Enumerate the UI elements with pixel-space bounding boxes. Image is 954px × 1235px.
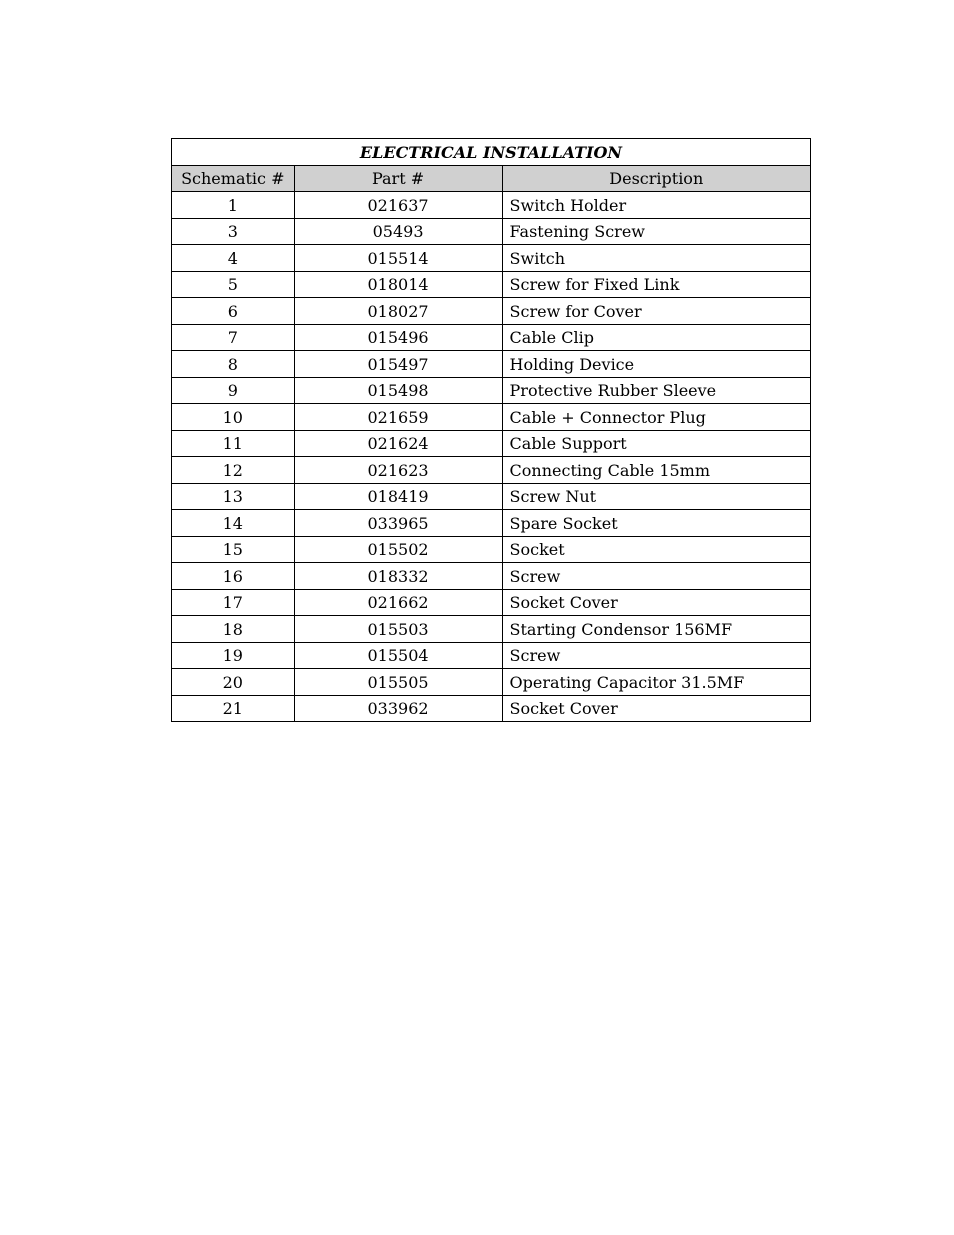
part-number-cell: 018332 — [294, 563, 502, 590]
table-row — [172, 695, 811, 722]
description-cell: Screw for Fixed Link — [502, 271, 810, 298]
table-row — [172, 404, 811, 431]
table-row — [172, 563, 811, 590]
schematic-number-cell: 21 — [172, 695, 295, 722]
description-cell: Cable + Connector Plug — [502, 404, 810, 431]
part-number-cell: 018014 — [294, 271, 502, 298]
description-cell: Spare Socket — [502, 510, 810, 537]
table-row — [172, 245, 811, 272]
table-row — [172, 218, 811, 245]
schematic-number-cell: 8 — [172, 351, 295, 378]
table-row — [172, 616, 811, 643]
description-cell: Cable Clip — [502, 324, 810, 351]
schematic-number-cell: 7 — [172, 324, 295, 351]
part-number-cell: 021637 — [294, 192, 502, 219]
description-cell: Screw for Cover — [502, 298, 810, 325]
table-row — [172, 192, 811, 219]
schematic-number-cell: 10 — [172, 404, 295, 431]
description-cell: Screw — [502, 642, 810, 669]
schematic-number-cell: 3 — [172, 218, 295, 245]
title-row — [172, 139, 811, 166]
column-header-description: Description — [502, 165, 810, 192]
description-cell: Switch — [502, 245, 810, 272]
part-number-cell: 021623 — [294, 457, 502, 484]
description-cell: Starting Condensor 156MF — [502, 616, 810, 643]
description-cell: Fastening Screw — [502, 218, 810, 245]
part-number-cell: 015503 — [294, 616, 502, 643]
part-number-cell: 015497 — [294, 351, 502, 378]
description-cell: Screw Nut — [502, 483, 810, 510]
table-row — [172, 430, 811, 457]
table-row — [172, 642, 811, 669]
table-body — [172, 192, 811, 722]
schematic-number-cell: 19 — [172, 642, 295, 669]
part-number-cell: 015498 — [294, 377, 502, 404]
part-number-cell: 015504 — [294, 642, 502, 669]
schematic-number-cell: 20 — [172, 669, 295, 696]
part-number-cell: 021662 — [294, 589, 502, 616]
schematic-number-cell: 16 — [172, 563, 295, 590]
table-row — [172, 298, 811, 325]
table-row — [172, 271, 811, 298]
schematic-number-cell: 17 — [172, 589, 295, 616]
description-cell: Socket Cover — [502, 589, 810, 616]
table-row — [172, 351, 811, 378]
schematic-number-cell: 12 — [172, 457, 295, 484]
table-row — [172, 589, 811, 616]
schematic-number-cell: 13 — [172, 483, 295, 510]
part-number-cell: 021624 — [294, 430, 502, 457]
description-cell: Protective Rubber Sleeve — [502, 377, 810, 404]
column-header-schematic: Schematic # — [172, 165, 295, 192]
part-number-cell: 015514 — [294, 245, 502, 272]
description-cell: Holding Device — [502, 351, 810, 378]
table-row — [172, 377, 811, 404]
part-number-cell: 033962 — [294, 695, 502, 722]
part-number-cell: 021659 — [294, 404, 502, 431]
schematic-number-cell: 4 — [172, 245, 295, 272]
description-cell: Connecting Cable 15mm — [502, 457, 810, 484]
description-cell: Switch Holder — [502, 192, 810, 219]
part-number-cell: 033965 — [294, 510, 502, 537]
table-row — [172, 483, 811, 510]
part-number-cell: 015496 — [294, 324, 502, 351]
table-row — [172, 324, 811, 351]
schematic-number-cell: 1 — [172, 192, 295, 219]
parts-table — [171, 138, 811, 722]
schematic-number-cell: 9 — [172, 377, 295, 404]
part-number-cell: 018419 — [294, 483, 502, 510]
description-cell: Screw — [502, 563, 810, 590]
schematic-number-cell: 18 — [172, 616, 295, 643]
column-header-part: Part # — [294, 165, 502, 192]
table-row — [172, 457, 811, 484]
table-row — [172, 510, 811, 537]
description-cell: Operating Capacitor 31.5MF — [502, 669, 810, 696]
schematic-number-cell: 15 — [172, 536, 295, 563]
table-row — [172, 536, 811, 563]
part-number-cell: 015505 — [294, 669, 502, 696]
description-cell: Socket — [502, 536, 810, 563]
table-row — [172, 669, 811, 696]
schematic-number-cell: 6 — [172, 298, 295, 325]
description-cell: Cable Support — [502, 430, 810, 457]
schematic-number-cell: 11 — [172, 430, 295, 457]
table-title: ELECTRICAL INSTALLATION — [172, 139, 811, 166]
header-row — [172, 165, 811, 192]
description-cell: Socket Cover — [502, 695, 810, 722]
schematic-number-cell: 5 — [172, 271, 295, 298]
part-number-cell: 05493 — [294, 218, 502, 245]
part-number-cell: 015502 — [294, 536, 502, 563]
part-number-cell: 018027 — [294, 298, 502, 325]
schematic-number-cell: 14 — [172, 510, 295, 537]
